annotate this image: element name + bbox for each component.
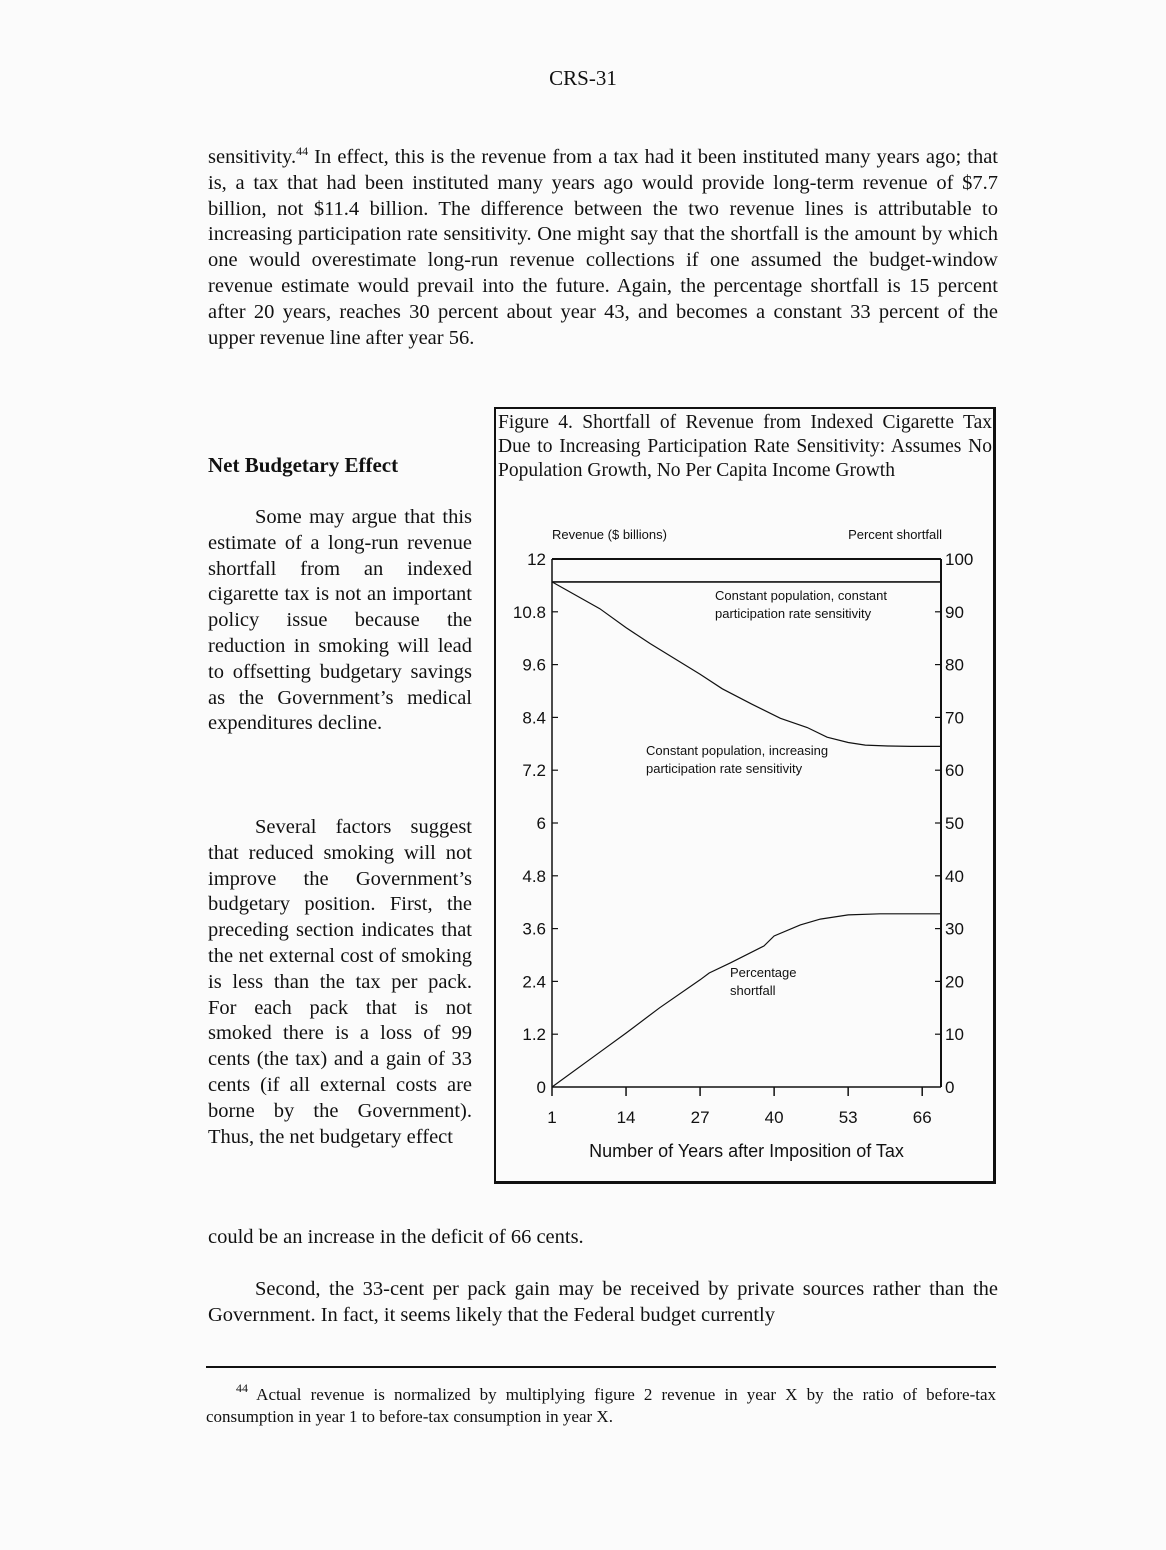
right-tick-label: 30 [945,919,964,939]
section-heading: Net Budgetary Effect [208,453,399,477]
label-percentage-shortfall: shortfall [730,983,776,998]
paragraph-argument: Some may argue that this estimate of a long-run revenue shortfall from an indexed cigarette tax is not an important policy issue because the reduction in smoking will lead to offsetting budgetary savings as the Government’s medical expenditures decline. [208,506,472,735]
left-tick-label: 10.8 [512,602,546,622]
x-axis-title: Number of Years after Imposition of Tax [589,1141,904,1161]
left-tick-label: 8.4 [522,708,546,728]
right-tick-label: 80 [945,655,964,675]
x-tick-label: 27 [690,1108,710,1127]
label-constant-sensitivity: Constant population, constant [715,588,888,603]
right-tick-label: 100 [945,550,974,569]
paragraph-factors-continued: could be an increase in the deficit of 66 cents. [208,1226,584,1248]
right-axis-title: Percent shortfall [848,527,942,542]
label-constant-sensitivity: participation rate sensitivity [715,606,872,621]
left-tick-label: 1.2 [522,1025,546,1045]
left-axis-title: Revenue ($ billions) [552,527,667,542]
right-tick-label: 90 [945,602,964,622]
right-tick-label: 20 [945,972,964,992]
series-percentage-shortfall-line [552,914,941,1087]
right-tick-label: 10 [945,1025,964,1045]
footnote [206,1381,996,1428]
figure-caption: Figure 4. Shortfall of Revenue from Indexed Cigarette Tax Due to Increasing Participation Rate Sensitivity: Assumes No Population Growth, No Per Capita Income Growth [498,412,992,481]
right-tick-label: 0 [945,1078,955,1097]
paragraph-factors: Several factors suggest that reduced smoking will not improve the Government’s budgetary position. First, the preceding section indicates that the net external cost of smoking is less than the tax per pack. For each pack that is not smoked there is a loss of 99 cents (the tax) and a gain of 33 cents (if all external costs are borne by the Government). Thus, the net budgetary effect [208,816,472,1148]
paragraph-text: sensitivity. [208,146,297,168]
x-tick-label: 1 [547,1108,557,1127]
footnote-reference[interactable]: 44 [296,144,309,158]
paragraph-intro [208,145,998,351]
left-tick-label: 12 [527,550,546,569]
right-tick-label: 60 [945,761,964,781]
right-tick-label: 40 [945,866,964,886]
label-increasing-sensitivity: participation rate sensitivity [646,761,803,776]
left-tick-label: 2.4 [522,972,546,992]
label-increasing-sensitivity: Constant population, increasing [646,743,829,758]
x-tick-label: 66 [912,1108,932,1127]
left-tick-label: 9.6 [522,655,546,675]
footnote-marker: 44 [236,1381,248,1395]
x-tick-label: 14 [616,1108,636,1127]
left-tick-label: 4.8 [522,866,546,886]
revenue-shortfall-chart [496,409,993,1181]
x-tick-label: 40 [764,1108,784,1127]
figure-4 [494,407,996,1184]
label-percentage-shortfall: Percentage [730,965,797,980]
right-tick-label: 70 [945,708,964,728]
right-tick-label: 50 [945,814,964,833]
left-tick-label: 6 [536,814,546,833]
left-tick-label: 7.2 [522,761,546,781]
paragraph-text: In effect, this is the revenue from a tax had it been instituted many years ago; that is, a tax that had been instituted many years ago would provide long-term revenue of $7.7 billion, not $11.4 billion. The difference between the two revenue lines is attributable to increasing participation rate sensitivity. One might say that the shortfall is the amount by which one would overestimate long-run revenue collections if one assumed the budget-window revenue estimate would prevail into the future. Again, the percentage shortfall is 15 percent after 20 years, reaches 30 percent about year 43, and becomes a constant 33 percent of the upper revenue line after year 56. [208,146,998,349]
footnote-divider [206,1366,996,1368]
left-tick-label: 0 [536,1078,546,1097]
x-tick-label: 53 [838,1108,858,1127]
footnote-text: Actual revenue is normalized by multiplying figure 2 revenue in year X by the ratio of before-tax consumption in year 1 to before-tax consumption in year X. [206,1385,996,1426]
page-number: CRS-31 [549,66,617,90]
left-tick-label: 3.6 [522,919,546,939]
paragraph-second-factor: Second, the 33-cent per pack gain may be received by private sources rather than the Government. In fact, it seems likely that the Federal budget currently [208,1278,998,1326]
